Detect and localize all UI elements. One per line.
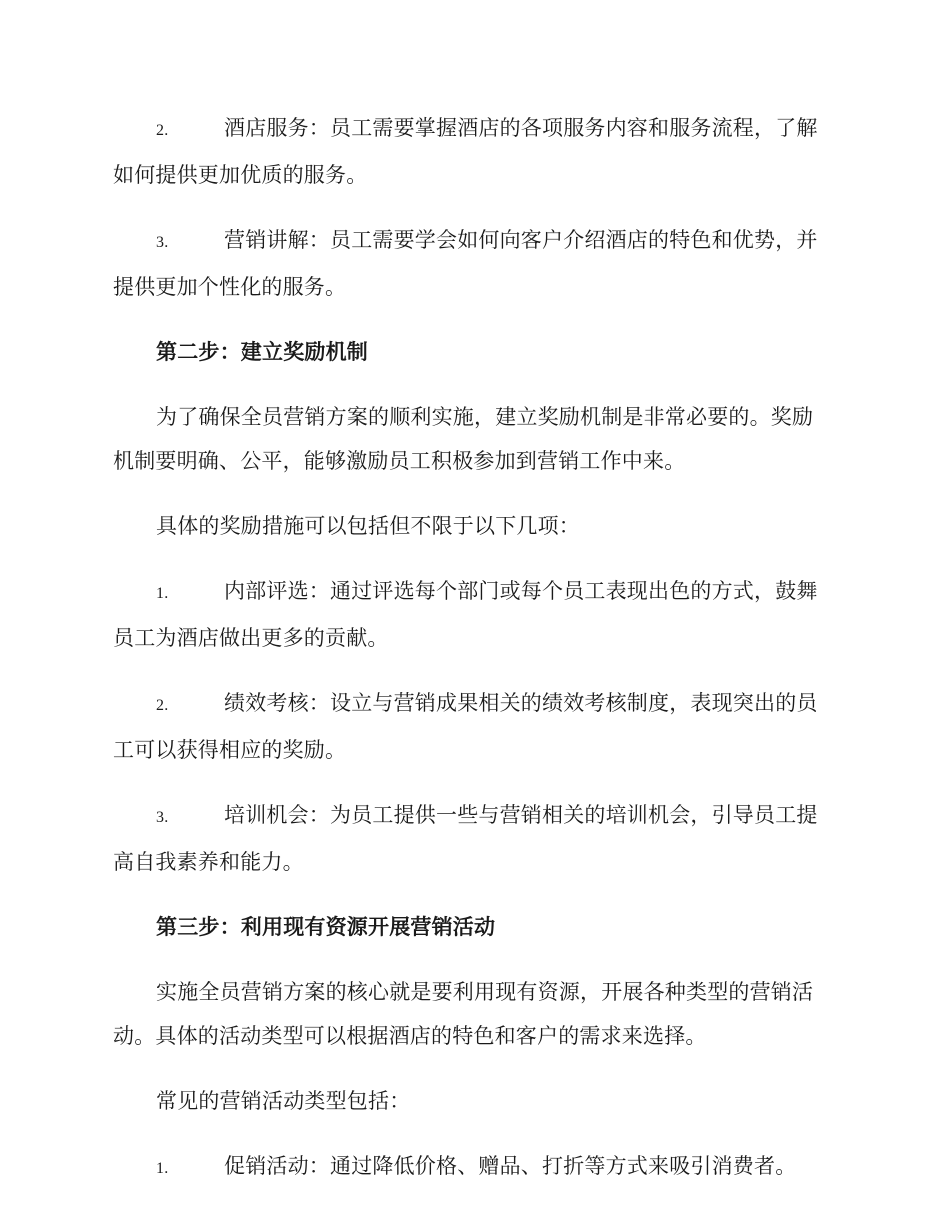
list-item: [113, 218, 833, 309]
paragraph: 为了确保全员营销方案的顺利实施，建立奖励机制是非常必要的。奖励机制要明确、公平，能够激励员工积极参加到营销工作中来。: [113, 405, 814, 473]
section-heading: 第三步：利用现有资源开展营销活动: [156, 914, 496, 939]
list-item: [113, 569, 833, 660]
list-number: 2.: [156, 122, 169, 139]
list-text: 培训机会：为员工提供一些与营销相关的培训机会，引导员工提高自我素养和能力。: [113, 803, 818, 874]
section-heading: 第二步：建立奖励机制: [156, 339, 368, 364]
paragraph: 具体的奖励措施可以包括但不限于以下几项：: [156, 514, 580, 538]
list-item: [113, 106, 833, 197]
list-text: 内部评选：通过评选每个部门或每个员工表现出色的方式，鼓舞员工为酒店做出更多的贡献。: [113, 579, 818, 650]
paragraph: 常见的营销活动类型包括：: [156, 1089, 411, 1113]
paragraph: 实施全员营销方案的核心就是要利用现有资源，开展各种类型的营销活动。具体的活动类型可以根据酒店的特色和客户的需求来选择。: [113, 980, 814, 1048]
list-item: [113, 681, 833, 772]
list-text: 促销活动：通过降低价格、赠品、打折等方式来吸引消费者。: [224, 1154, 797, 1178]
list-number: 1.: [156, 585, 169, 602]
list-number: 1.: [156, 1160, 169, 1177]
list-text: 酒店服务：员工需要掌握酒店的各项服务内容和服务流程，了解如何提供更加优质的服务。: [113, 116, 818, 187]
list-number: 3.: [156, 809, 169, 826]
list-text: 绩效考核：设立与营销成果相关的绩效考核制度，表现突出的员工可以获得相应的奖励。: [113, 691, 818, 762]
list-number: 3.: [156, 234, 169, 251]
list-item: [113, 793, 833, 884]
document-body: [113, 106, 833, 1212]
list-item: [113, 1144, 833, 1191]
list-text: 营销讲解：员工需要学会如何向客户介绍酒店的特色和优势，并提供更加个性化的服务。: [113, 228, 818, 299]
list-number: 2.: [156, 697, 169, 714]
